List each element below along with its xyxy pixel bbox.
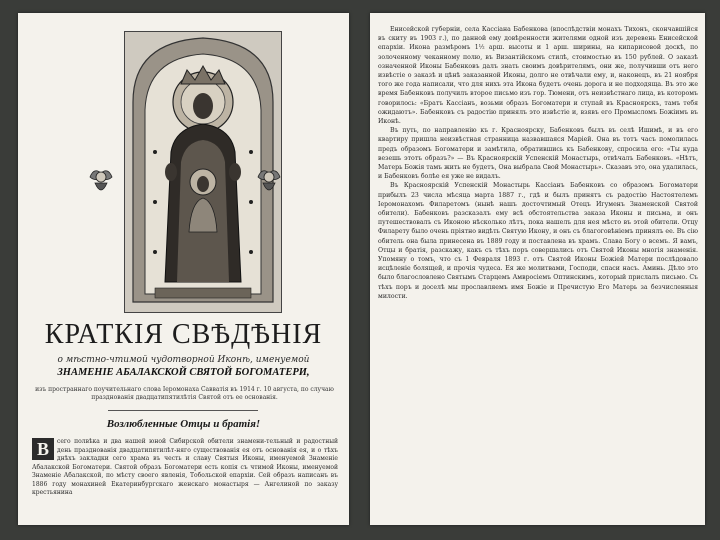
dropcap: В	[32, 438, 54, 460]
left-body-text	[32, 438, 338, 498]
divider	[108, 410, 258, 411]
document-title: ЗНАМЕНІЕ АБАЛАКСКОЙ СВЯТОЙ БОГОМАТЕРИ,	[57, 367, 310, 378]
left-page	[18, 13, 349, 525]
paragraph: Въ Красноярскій Успенскій Монастырь Кассіанъ Бабенковъ со образомъ Богоматери прибылъ 23 числа мѣсяца марта 1887 г., гдѣ и былъ принятъ съ радостію Настоятелемъ Іеромонахомъ Филаретомъ (нынѣ нашъ досточтимый Отецъ Игуменъ Знаменской Святой обители). Бабенковъ разсказалъ ему всѣ обстоятельства заказа Иконы и письма, и онъ путешествовалъ съ Иконою нѣсколько лѣтъ, пока нашелъ для нея мѣсто въ этой обители. Отцу Филарету было очень пріятно видѣть Святую Икону, и онъ съ благоговѣніемъ принялъ ее. Въ сію обитель она была принесена въ 1889 году и поставлена въ храмъ. Слава Богу о всемъ. Я вамъ, Отцы и братія, разскажу, какъ съ тѣхъ поръ совершались отъ Святой Иконы многія знаменія. Упомяну о томъ, что съ 1 Февраля 1893 г. отъ Святой Иконы Божіей Матери послѣдовало исцѣленіе болящей, и прочія чудеса. Ея же молитвами, Господи, спаси насъ. Аминь. Дѣло это было благословлено Святымъ Старцемъ Амвросіемъ Оптинскимъ, который прислалъ письмо. Съ тѣхъ поръ и доселѣ мы прославляемъ имя Божіе и Пречистую Его Матерь за безчисленныя милости.	[378, 182, 698, 300]
right-angel-icon	[256, 163, 282, 199]
document-heading: КРАТКІЯ СВѢДѢНІЯ	[44, 319, 323, 350]
right-page	[370, 13, 705, 525]
left-body-paragraph: сего полвѣка и два нашей юной Сибирской обители знамени-тельный и радостный день празднованія двадцатипятилѣт-няго существованія ея отъ основанія ея, и о тѣхъ днѣхъ закладки сего храма въ честь и славу Святыя Иконы, именуемой Знаменіе Абалакской Богоматери. Святой образъ Богоматери есть копія съ чтимой Иконы, именуемой Знаменіе Абалакской, по мѣсту своего явленія, Тобольской епархіи. Сей образъ написанъ въ 1886 году монахиней Екатеринбургскаго женскаго монастыря — Ангелиной по заказу крестьянина	[32, 438, 338, 496]
greeting: Возлюбленные Отцы и братія!	[106, 418, 261, 430]
paragraph: Енисейской губерніи, села Кассіана Бабенкова (впослѣдствіи монахъ Тихонъ, скончавшійся въ скиту въ 1903 г.), по данной ему довѣренности жителями одной изъ деревень Енисейской епархіи. Икона размѣромъ 1½ арш. высоты и 1 арш. ширины, на кипарисовой доскѣ, по золоченному чеканному полю, въ Византійскомъ стилѣ, стоимостью въ 150 рублей. О заказѣ означенной Иконы Бабенковъ далъ знать своимъ довѣрителямъ, они же, получивши отъ него извѣстіе о заказѣ и цѣнѣ заказанной Иконы, долго не отвѣчали ему, и, наконецъ, въ 21 ноября того же года написали, что для нихъ эта Икона будетъ очень дорога и не подходяща. Въ это же время Бабенковъ получилъ второе письмо изъ гор. Тюмени, отъ неизвѣстнаго лица, въ которомъ говорилось: «Братъ Кассіанъ, возьми образъ Богоматери и ступай въ Красноярскъ, тамъ тебя ожидаютъ». Бабенковъ съ радостію принялъ это извѣстіе и, взявъ его Промысломъ Божіимъ въ Иконѣ.	[378, 26, 698, 126]
document-subheading: о мѣстно-чтимой чудотворной Иконѣ, именуемой	[57, 355, 310, 365]
paragraph: Въ путь, по направленію къ г. Красноярску, Бабенковъ былъ въ селѣ Ишимѣ, и въ его квартиру пришла неизвѣстная странница назвавшаяся Маріей. Она въ тотъ часъ помолилась предъ образомъ Богоматери и замѣтила, обратившись къ Бабенкову, спросила его: «Ты куда везешь этотъ образъ?» — Въ Красноярскій Успенскій Монастырь, отвѣчалъ Бабенковъ. «Нѣтъ, Матерь Божія тамъ жить не будетъ, Она выбрала Свой Монастырь». Сказавъ это, она удалилась, и Бабенковъ болѣе ея уже не видалъ.	[378, 127, 698, 181]
left-angel-icon	[88, 163, 114, 199]
right-text-column	[378, 25, 698, 301]
document-note: изъ пространнаго поучительнаго слова Іеромонаха Савватія въ 1914 г. 10 августа, по случаю празднованія двадцатипятилѣтія Святой отъ ее основанія.	[35, 386, 334, 401]
